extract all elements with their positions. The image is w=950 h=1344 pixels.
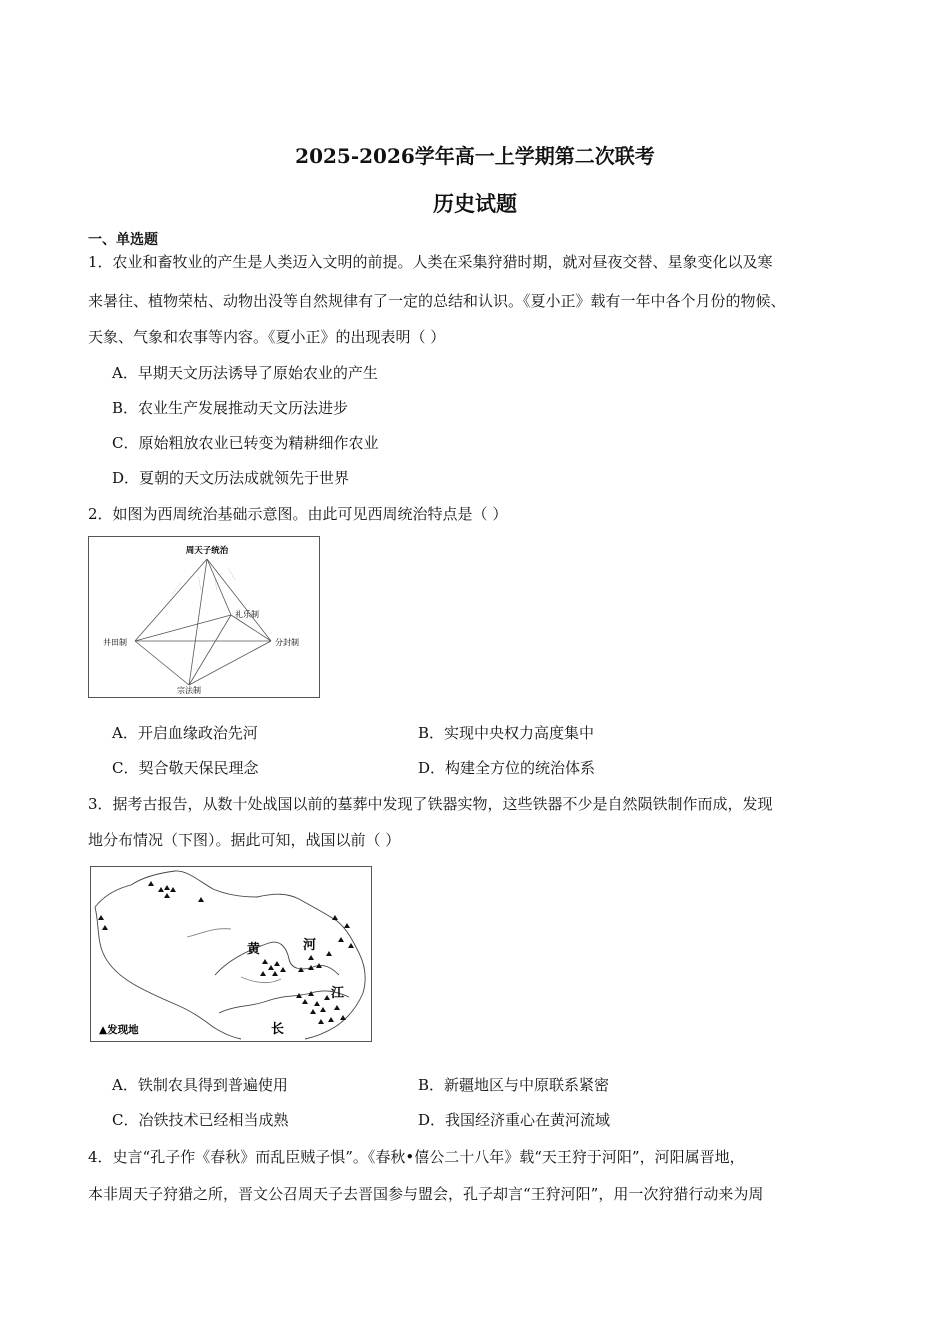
- diagram-svg: [89, 537, 319, 697]
- svg-text:··········: ··········: [170, 582, 184, 597]
- q2-option-d: D．构建全方位的统治体系: [418, 759, 596, 777]
- svg-text:··········: ··········: [195, 576, 203, 592]
- q3-option-a: A．铁制农具得到普遍使用: [112, 1076, 288, 1094]
- svg-text:··········: ··········: [225, 567, 237, 583]
- diagram-node-left: 井田制: [103, 638, 127, 647]
- q4-stem-line-2: 本非周天子狩猎之所，晋文公召周天子去晋国参与盟会，孔子却言“王狩河阳”，用一次狩猎行动来为周: [88, 1185, 764, 1203]
- q3-option-b: B．新疆地区与中原联系紧密: [418, 1076, 610, 1094]
- diagram-node-top: 周天子统治: [185, 546, 229, 556]
- q1-option-a: A．早期天文历法诱导了原始农业的产生: [112, 364, 378, 382]
- western-zhou-diagram: [88, 536, 320, 698]
- section-label: 一、单选题: [88, 232, 158, 248]
- map-label-huang: 黄: [247, 942, 261, 957]
- q1-stem-line-2: 来暑往、植物荣枯、动物出没等自然规律有了一定的总结和认识。《夏小正》载有一年中各个月份的物候、: [88, 292, 786, 310]
- q3-option-d: D．我国经济重心在黄河流域: [418, 1111, 611, 1129]
- map-label-he: 河: [303, 938, 317, 953]
- map-svg: [91, 867, 371, 1041]
- q2-option-c: C．契合敬天保民理念: [112, 759, 259, 777]
- q2-stem: 2．如图为西周统治基础示意图。由此可见西周统治特点是（ ）: [88, 505, 508, 523]
- diagram-node-bottom: 宗法制: [177, 686, 201, 695]
- map-legend: ▲发现地: [99, 1024, 139, 1036]
- q1-stem-line-3: 天象、气象和农事等内容。《夏小正》的出现表明（ ）: [88, 328, 446, 346]
- q1-option-c: C．原始粗放农业已转变为精耕细作农业: [112, 434, 379, 452]
- svg-text:··········: ··········: [211, 576, 219, 592]
- q3-option-c: C．冶铁技术已经相当成熟: [112, 1111, 289, 1129]
- q1-option-b: B．农业生产发展推动天文历法进步: [112, 399, 349, 417]
- diagram-node-right: 分封制: [275, 638, 299, 647]
- q2-option-a: A．开启血缘政治先河: [112, 724, 258, 742]
- q3-stem-line-2: 地分布情况（下图）。据此可知，战国以前（ ）: [88, 831, 401, 849]
- q1-option-d: D．夏朝的天文历法成就领先于世界: [112, 469, 350, 487]
- diagram-node-inner: 礼乐制: [235, 610, 259, 619]
- iron-artifact-map: [90, 866, 372, 1042]
- q3-stem-line-1: 3．据考古报告，从数十处战国以前的墓葬中发现了铁器实物，这些铁器不少是自然陨铁制作而成，发现: [88, 795, 773, 813]
- map-label-chang: 长: [271, 1022, 285, 1037]
- exam-subtitle: 历史试题: [433, 191, 517, 216]
- q2-option-b: B．实现中央权力高度集中: [418, 724, 595, 742]
- map-label-jiang: 江: [331, 986, 345, 1001]
- exam-title: 2025-2026学年高一上学期第二次联考: [295, 144, 655, 168]
- q1-stem-line-1: 1．农业和畜牧业的产生是人类迈入文明的前提。人类在采集狩猎时期，就对昼夜交替、星象变化以及寒: [88, 253, 773, 271]
- q4-stem-line-1: 4．史言“孔子作《春秋》而乱臣贼子惧”。《春秋•僖公二十八年》载“天王狩于河阳”，河阳属晋地，: [88, 1148, 745, 1166]
